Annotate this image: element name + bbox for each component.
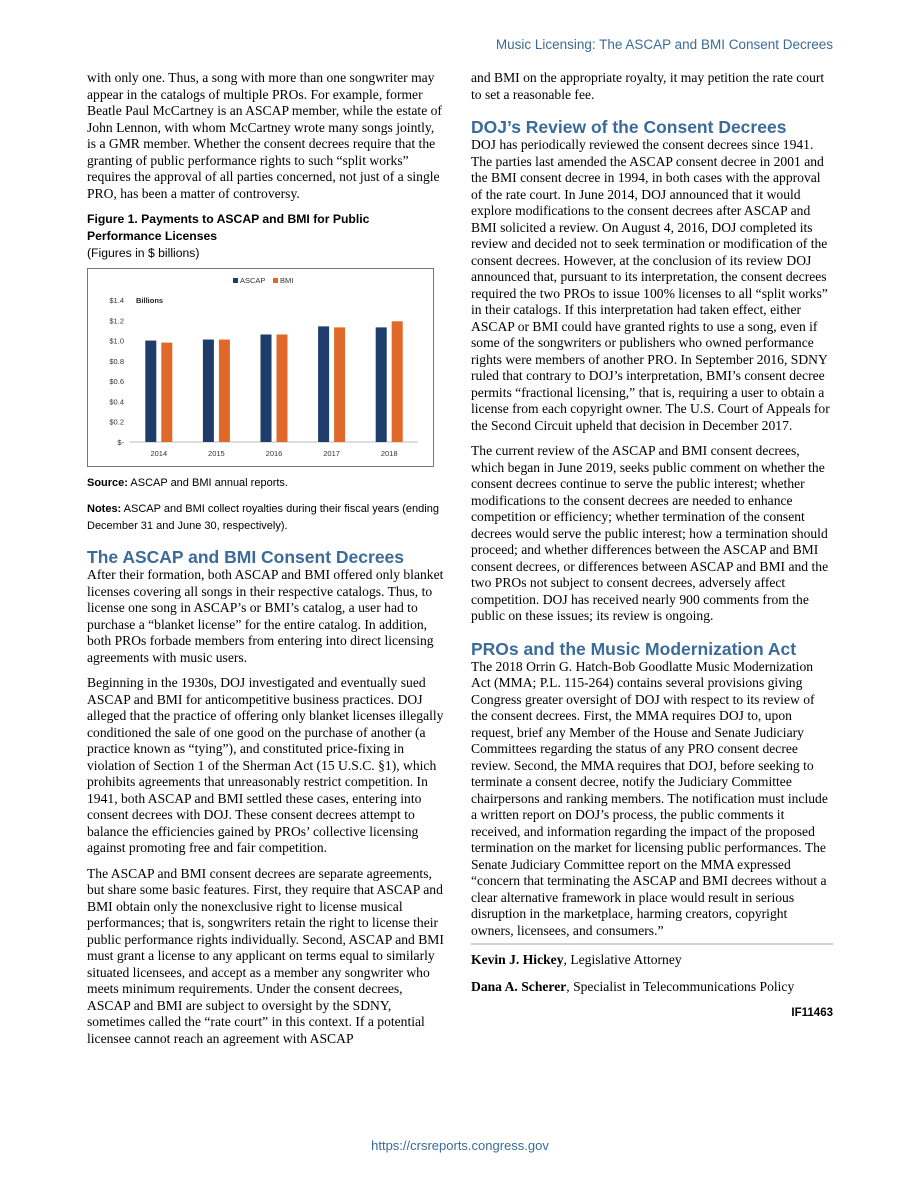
- figure-title: Figure 1. Payments to ASCAP and BMI for Public Performance Licenses: [87, 212, 370, 243]
- author-hickey: [471, 951, 833, 969]
- x-tick-label: 2015: [208, 449, 225, 458]
- footer-url[interactable]: https://crsreports.congress.gov: [371, 1138, 549, 1153]
- bar-ascap-2016: [261, 334, 272, 442]
- chart-svg: [88, 269, 433, 466]
- bar-chart: [87, 268, 434, 467]
- running-header: Music Licensing: The ASCAP and BMI Consent Decrees: [495, 37, 833, 52]
- paragraph-doj-investigation: Beginning in the 1930s, DOJ investigated and eventually sued ASCAP and BMI for anticompetitive business practices. DOJ alleged that the practice of offering only blanket licenses illegally conditioned the sale of one good on the purchase of another (a practice known as “tying”), and constituted price-fixing in violation of Section 1 of the Sherman Act (15 U.S.C. §1), which prohibits agreements that unreasonably restrict competition. In 1941, both ASCAP and BMI settled these cases, entering into consent decrees with DOJ. These consent decrees attempt to balance the efficiencies gained by PROs’ collective licensing against promoting free and fair competition.: [87, 675, 444, 855]
- notes-text: ASCAP and BMI collect royalties during their fiscal years (ending December 31 and June 30, respectively).: [87, 503, 439, 532]
- heading-mma: PROs and the Music Modernization Act: [471, 638, 797, 659]
- bar-ascap-2018: [376, 327, 387, 442]
- author-divider: [471, 943, 833, 945]
- paragraph-mma: The 2018 Orrin G. Hatch-Bob Goodlatte Music Modernization Act (MMA; P.L. 115-264) contains several provisions giving Congress greater oversight of DOJ with respect to its review of the consent decrees. First, the MMA requires DOJ to, upon request, brief any Member of the House and Senate Judiciary Committees regarding the status of any PRO consent decree review. Second, the MMA requires that DOJ, before seeking to terminate a consent decree, notify the Judiciary Committee chairpersons and ranking members. The notification must include a written report on DOJ’s process, the public comments it received, and information regarding the impact of the proposed termination on the market for licensing public performances. The Senate Judiciary Committee report on the MMA expressed “concern that terminating the ASCAP and BMI decrees without a clear alternative framework in place would result in serious disruption in the marketplace, harming creators, copyright owners, licensees, and consumers.”: [471, 658, 828, 938]
- legend-label-ascap: ASCAP: [240, 276, 266, 285]
- author2-title: , Specialist in Telecommunications Policy: [566, 979, 795, 994]
- paragraph-review-history: DOJ has periodically reviewed the consent decrees since 1941. The parties last amended the ASCAP consent decree in 2001 and the BMI consent decree in 1994, in both cases with the approval of the rate court. In June 2014, DOJ announced that it would explore modifications to the consent decrees after ASCAP and BMI solicited a review. On August 4, 2016, DOJ completed its review and decided not to seek termination or modification of the consent decrees. However, at the conclusion of its review DOJ announced that, pursuant to its interpretation, the consent decrees required the two PROs to issue 100% licenses to all “split works” in their catalogs. If this interpretation had taken effect, either ASCAP or BMI could have granted rights to use a song, even if some of the songwriters or publishers who owned performance rights were members of another PRO. In September 2016, SDNY ruled that contrary to DOJ’s interpretation, BMI’s consent decree permits “fractional licensing,” that is, requiring a user to obtain a license from each copyright owner. The U.S. Court of Appeals for the Second Circuit upheld that decision in December 2017.: [471, 137, 830, 433]
- left-column: [87, 70, 445, 1056]
- bar-bmi-2014: [161, 343, 172, 442]
- x-tick-label: 2018: [380, 449, 398, 458]
- author-scherer: [471, 978, 833, 996]
- y-tick-label: $0.4: [109, 397, 124, 407]
- paragraph-shared-features: The ASCAP and BMI consent decrees are separate agreements, but share some basic features. First, they require that ASCAP and BMI obtain only the nonexclusive right to license musical performances; that is, songwriters retain the right to license their public performance rights individually. Second, ASCAP and BMI must grant a license to any applicant on terms equal to similarly situated licensees, and accept as a member any songwriter who meets minimum requirements. Under the consent decrees, ASCAP and BMI are subject to oversight by the SDNY, sometimes called the “rate court” in this context. If a potential licensee cannot reach an agreement with ASCAP: [87, 865, 444, 1046]
- document-id: IF11463: [791, 1007, 833, 1019]
- y-tick-label: $0.8: [109, 356, 124, 366]
- bar-ascap-2014: [145, 341, 156, 442]
- author1-name: Kevin J. Hickey: [471, 952, 564, 967]
- author1-title: , Legislative Attorney: [563, 952, 682, 967]
- bar-bmi-2018: [392, 321, 403, 442]
- paragraph-current-review: The current review of the ASCAP and BMI consent decrees, which began in June 2019, seeks public comment on whether the consent decrees continue to serve the public interest; whether modifications to the consent decrees are needed to enhance competition or efficiency; whether termination of the consent decrees would serve the public interest; how a termination should proceed; and whether differences between the ASCAP and BMI consent decrees, or differences between ASCAP and BMI and the two PROs not subject to consent decrees, adversely affect competition. DOJ has received nearly 900 comments from the public on these issues; its review is ongoing.: [471, 443, 829, 623]
- chart-unit-label: Billions: [136, 296, 164, 305]
- notes-label: Notes:: [87, 503, 122, 515]
- legend-swatch-ascap: [233, 278, 238, 283]
- x-tick-label: 2017: [323, 449, 340, 458]
- figure-source: [87, 475, 445, 492]
- source-text: ASCAP and BMI annual reports.: [127, 477, 288, 489]
- y-tick-label: $0.2: [109, 417, 124, 427]
- figure-notes: [87, 501, 445, 535]
- legend-label-bmi: BMI: [280, 276, 294, 285]
- bar-ascap-2015: [203, 340, 214, 442]
- bar-bmi-2016: [277, 334, 288, 442]
- source-label: Source:: [87, 477, 128, 489]
- y-tick-label: $-: [117, 438, 124, 447]
- right-column: [471, 70, 833, 1031]
- bar-bmi-2017: [334, 327, 345, 442]
- heading-consent-decrees: The ASCAP and BMI Consent Decrees: [87, 547, 405, 567]
- y-tick-label: $1.4: [109, 296, 124, 305]
- author2-name: Dana A. Scherer: [471, 979, 567, 994]
- y-tick-label: $1.2: [109, 316, 124, 326]
- bar-bmi-2015: [219, 340, 230, 442]
- bar-ascap-2017: [318, 326, 329, 442]
- x-tick-label: 2016: [265, 449, 283, 458]
- figure-subtitle: (Figures in $ billions): [87, 246, 200, 260]
- y-tick-label: $0.6: [109, 377, 124, 387]
- x-tick-label: 2014: [150, 449, 168, 458]
- legend-swatch-bmi: [273, 278, 278, 283]
- continued-paragraph: and BMI on the appropriate royalty, it may petition the rate court to set a reasonable fee.: [471, 70, 825, 102]
- intro-paragraph: with only one. Thus, a song with more than one songwriter may appear in the catalogs of multiple PROs. For example, former Beatle Paul McCartney is an ASCAP member, while the estate of John Lennon, with whom McCartney wrote many songs jointly, is a GMR member. Whether the consent decrees require that the granting of public performance rights to such “split works” requires the approval of all parties concerned, not just of a single PRO, has been a matter of controversy.: [87, 70, 442, 201]
- paragraph-blanket-licenses: After their formation, both ASCAP and BMI offered only blanket licenses covering all songs in their respective catalogs. Thus, to license one song in ASCAP’s or BMI’s catalog, a user had to purchase a “blanket license” for the entire catalog. In addition, both PROs forbade members from entering into direct licensing agreements with music users.: [87, 567, 444, 665]
- heading-doj-review: DOJ’s Review of the Consent Decrees: [471, 117, 787, 137]
- y-tick-label: $1.0: [109, 336, 124, 346]
